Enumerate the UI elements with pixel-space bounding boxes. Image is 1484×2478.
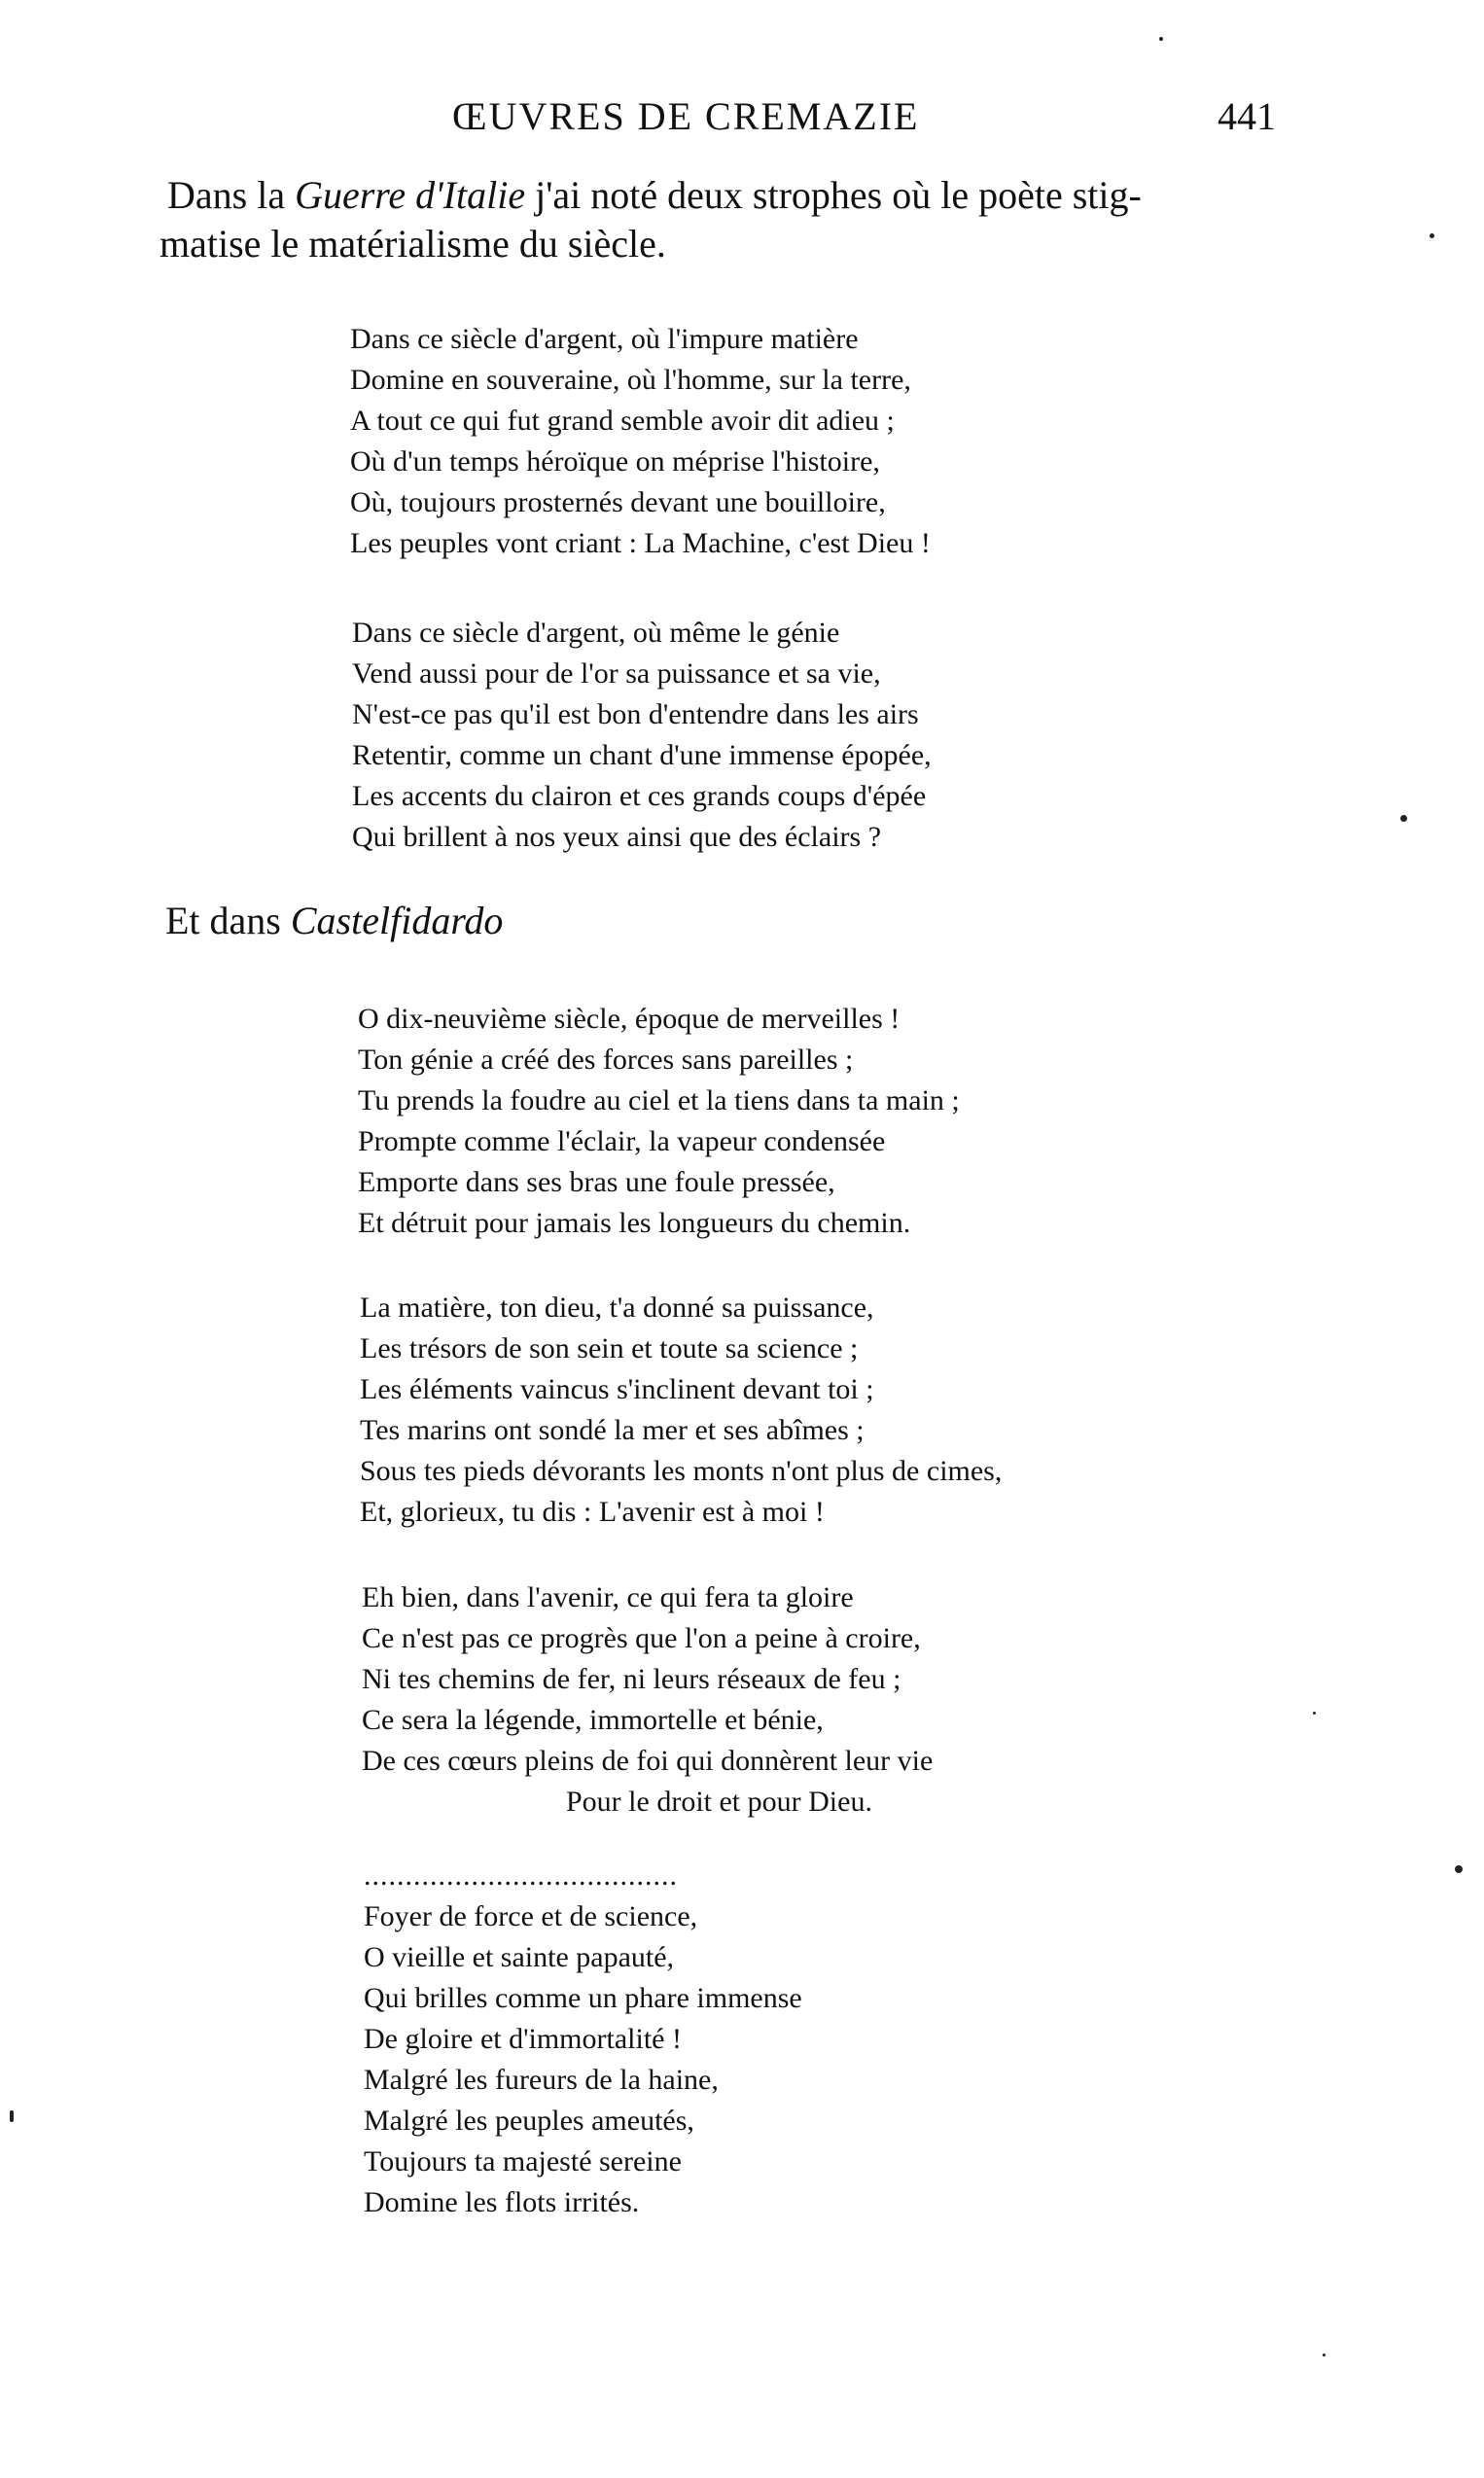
scan-speck — [1159, 37, 1163, 41]
scan-speck — [1323, 2354, 1325, 2356]
intro-text-after: j'ai noté deux strophes où le poète stig- — [525, 173, 1142, 217]
scan-speck — [1400, 815, 1407, 822]
poem1-stanza1 — [350, 319, 931, 564]
verse-line: Toujours ta majesté sereine — [364, 2145, 682, 2177]
verse-line: Les éléments vaincus s'inclinent devant toi ; — [360, 1373, 874, 1405]
section-work-title: Castelfidardo — [290, 899, 504, 942]
poem2-stanza4 — [364, 1896, 802, 2223]
verse-line: Vend aussi pour de l'or sa puissance et sa vie, — [352, 657, 881, 690]
poem2-stanza1 — [358, 999, 960, 1244]
poem2-stanza3 — [362, 1577, 933, 1823]
verse-line: O vieille et sainte papauté, — [364, 1941, 675, 1973]
intro-line-1 — [167, 171, 1142, 220]
omission-dots: ...................................... — [364, 1859, 678, 1892]
verse-line-indented: Pour le droit et pour Dieu. — [566, 1786, 872, 1818]
intro-line-2: matise le matérialisme du siècle. — [159, 222, 666, 266]
intro-paragraph — [159, 171, 1142, 268]
verse-line: Emporte dans ses bras une foule pressée, — [358, 1166, 835, 1198]
scan-speck — [1455, 1865, 1463, 1873]
verse-line: O dix-neuvième siècle, époque de merveilles ! — [358, 1003, 901, 1035]
verse-line: Les peuples vont criant : La Machine, c'est Dieu ! — [350, 527, 931, 559]
verse-line: Domine en souveraine, où l'homme, sur la terre, — [350, 364, 911, 396]
verse-line: Eh bien, dans l'avenir, ce qui fera ta gloire — [362, 1581, 854, 1613]
verse-line: La matière, ton dieu, t'a donné sa puissance, — [360, 1292, 874, 1324]
verse-line: Ce sera la légende, immortelle et bénie, — [362, 1704, 824, 1736]
intro-work-title: Guerre d'Italie — [295, 173, 526, 217]
verse-line: Et, glorieux, tu dis : L'avenir est à moi ! — [360, 1496, 825, 1528]
verse-line: A tout ce qui fut grand semble avoir dit adieu ; — [350, 405, 895, 437]
verse-line: Ce n'est pas ce progrès que l'on a peine à croire, — [362, 1622, 921, 1654]
verse-line: Ton génie a créé des forces sans pareilles ; — [358, 1044, 854, 1076]
verse-line: De ces cœurs pleins de foi qui donnèrent leur vie — [362, 1745, 934, 1777]
verse-line: Ni tes chemins de fer, ni leurs réseaux de feu ; — [362, 1663, 901, 1695]
verse-line: Dans ce siècle d'argent, où même le génie — [352, 617, 840, 649]
verse-line: Où d'un temps héroïque on méprise l'histoire, — [350, 445, 880, 478]
verse-line: Dans ce siècle d'argent, où l'impure matière — [350, 323, 859, 355]
section-intro — [165, 897, 503, 945]
scan-speck — [1313, 1712, 1316, 1715]
verse-line: Tes marins ont sondé la mer et ses abîmes ; — [360, 1414, 865, 1446]
verse-line: Malgré les peuples ameutés, — [364, 2105, 694, 2137]
verse-line: Et détruit pour jamais les longueurs du chemin. — [358, 1207, 911, 1239]
verse-line: De gloire et d'immortalité ! — [364, 2023, 682, 2055]
running-head — [0, 93, 1484, 148]
verse-line: Les trésors de son sein et toute sa science ; — [360, 1332, 859, 1364]
verse-line: Domine les flots irrités. — [364, 2186, 640, 2218]
verse-line: Les accents du clairon et ces grands coups d'épée — [352, 780, 927, 812]
verse-line: Qui brilles comme un phare immense — [364, 1982, 802, 2014]
verse-line: Malgré les fureurs de la haine, — [364, 2064, 719, 2096]
intro-text-before: Dans la — [167, 173, 296, 217]
verse-line: Où, toujours prosternés devant une bouilloire, — [350, 486, 886, 518]
poem2-stanza2 — [360, 1288, 1002, 1533]
scan-speck — [10, 2110, 14, 2122]
verse-line: Foyer de force et de science, — [364, 1900, 698, 1932]
verse-line: Sous tes pieds dévorants les monts n'ont plus de cimes, — [360, 1455, 1003, 1487]
verse-line: N'est-ce pas qu'il est bon d'entendre dans les airs — [352, 698, 919, 730]
page-number: 441 — [1218, 94, 1276, 138]
scan-speck — [1430, 233, 1434, 238]
verse-line: Prompte comme l'éclair, la vapeur condensée — [358, 1125, 886, 1157]
section-text-before: Et dans — [165, 899, 291, 942]
poem1-stanza2 — [352, 613, 932, 858]
verse-line: Tu prends la foudre au ciel et la tiens dans ta main ; — [358, 1084, 960, 1116]
running-title: ŒUVRES DE CREMAZIE — [452, 94, 920, 138]
verse-line: Retentir, comme un chant d'une immense épopée, — [352, 739, 932, 771]
verse-line: Qui brillent à nos yeux ainsi que des éclairs ? — [352, 821, 882, 853]
